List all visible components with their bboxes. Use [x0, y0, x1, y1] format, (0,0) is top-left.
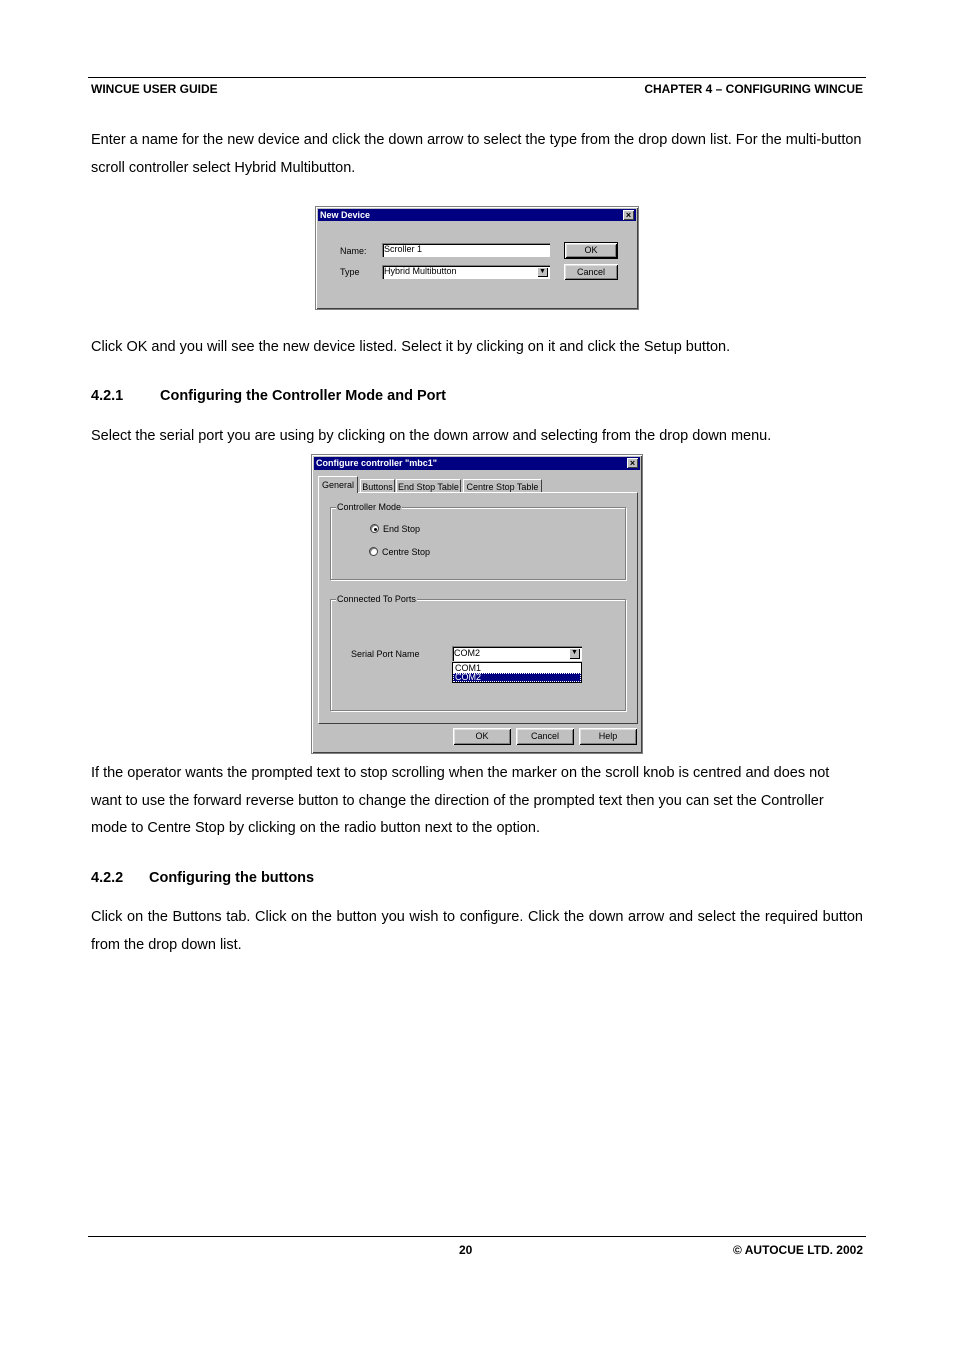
new-device-titlebar: [318, 209, 636, 221]
ports-group: [330, 594, 626, 711]
section-422-text: Click on the Buttons tab. Click on the button you wish to configure. Click the down arrow and select the required button from the drop down list.: [91, 909, 863, 953]
port-option-com2[interactable]: COM2: [453, 673, 581, 682]
header-left: WINCUE USER GUIDE: [91, 82, 218, 96]
footer-rule: [88, 1236, 866, 1237]
configure-title: Configure controller "mbc1": [316, 458, 438, 468]
chevron-down-icon[interactable]: ▼: [569, 648, 580, 659]
setup-paragraph: Click OK and you will see the new device listed. Select it by clicking on it and click the Setup button.: [91, 339, 731, 355]
section-422-heading: [91, 870, 314, 886]
configure-controller-dialog: [311, 454, 643, 754]
name-input[interactable]: [382, 243, 550, 257]
name-input-value: Scroller 1: [384, 244, 423, 254]
section-421-text: Select the serial port you are using by clicking on the down arrow and selecting from the drop down menu.: [91, 428, 772, 444]
controller-mode-group: [330, 502, 626, 580]
serial-port-select[interactable]: [452, 646, 582, 661]
centre-stop-label: Centre Stop: [382, 547, 431, 557]
new-device-title: New Device: [320, 210, 371, 220]
cancel-button[interactable]: Cancel: [516, 728, 574, 745]
section-422-number: 4.2.2: [91, 870, 124, 886]
serial-port-label: Serial Port Name: [351, 649, 420, 659]
port-option-com1[interactable]: COM1: [455, 663, 482, 673]
cancel-button[interactable]: Cancel: [564, 264, 618, 280]
configure-titlebar: [314, 457, 640, 470]
help-button[interactable]: Help: [579, 728, 637, 745]
ok-button[interactable]: OK: [565, 243, 617, 258]
controller-mode-title: Controller Mode: [337, 502, 402, 512]
page-number: 20: [459, 1243, 473, 1257]
centre-stop-paragraph: If the operator wants the prompted text to stop scrolling when the marker on the scroll knob is centred and does not want to use the forward reverse button to change the direction of the prompted text then you can set the Controller mode to Centre Stop by clicking on the radio button next to the option.: [91, 765, 830, 836]
centre-stop-radio[interactable]: [369, 547, 378, 556]
tab-buttons[interactable]: Buttons: [360, 479, 395, 493]
section-421-number: 4.2.1: [91, 388, 124, 404]
ok-button[interactable]: OK: [453, 728, 511, 745]
type-select[interactable]: [382, 265, 550, 279]
section-421-title: Configuring the Controller Mode and Port: [160, 388, 446, 404]
type-select-value: Hybrid Multibutton: [384, 266, 457, 276]
copyright: © AUTOCUE LTD. 2002: [733, 1243, 863, 1257]
serial-port-value: COM2: [454, 648, 481, 658]
section-421-heading: [91, 388, 446, 404]
tab-strip: [318, 479, 636, 493]
intro-paragraph: Enter a name for the new device and click the down arrow to select the type from the drop down list. For the multi-button scroll controller select Hybrid Multibutton.: [91, 132, 862, 176]
chevron-down-icon[interactable]: ▼: [537, 267, 548, 277]
ports-group-title: Connected To Ports: [337, 594, 416, 604]
header-right: CHAPTER 4 – CONFIGURING WINCUE: [644, 82, 863, 96]
tab-centre-stop-table[interactable]: Centre Stop Table: [463, 479, 542, 493]
tab-general[interactable]: General: [318, 476, 358, 493]
end-stop-label: End Stop: [383, 524, 421, 534]
type-label: Type: [340, 267, 360, 277]
serial-port-dropdown-list: [452, 662, 582, 683]
name-label: Name:: [340, 246, 367, 256]
tab-end-stop-table[interactable]: End Stop Table: [396, 479, 461, 493]
end-stop-radio[interactable]: [370, 524, 379, 533]
header-rule: [88, 77, 866, 78]
new-device-dialog: [315, 206, 639, 310]
close-icon[interactable]: ×: [623, 210, 634, 220]
close-icon[interactable]: ×: [627, 458, 638, 468]
section-422-title: Configuring the buttons: [149, 870, 315, 886]
